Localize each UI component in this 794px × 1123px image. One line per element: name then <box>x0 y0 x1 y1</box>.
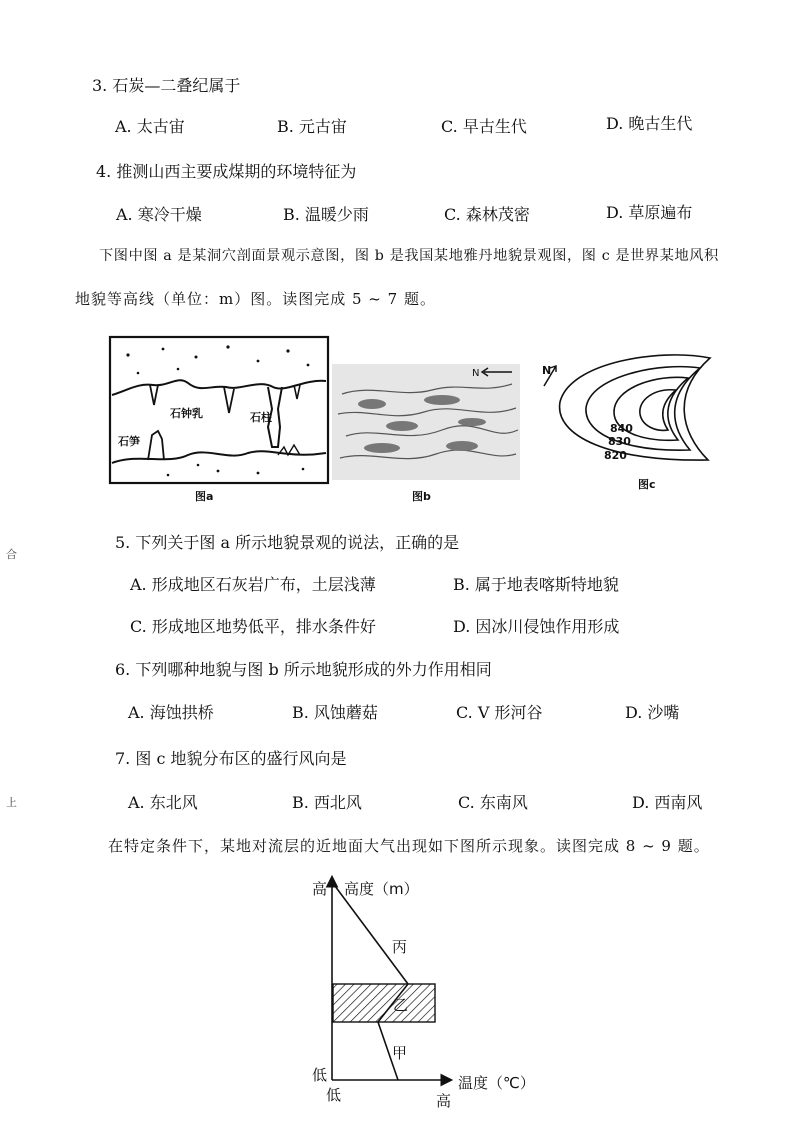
figure-c-north-label: N <box>542 364 552 377</box>
q4-option-b: B. 温暖少雨 <box>283 205 369 224</box>
q6-option-d: D. 沙嘴 <box>625 703 680 722</box>
q7-option-c: C. 东南风 <box>458 793 528 812</box>
question-3-stem: 3. 石炭—二叠纪属于 <box>92 76 241 95</box>
inversion-layer <box>333 984 435 1022</box>
q6-option-c: C. V 形河谷 <box>456 703 543 722</box>
x-axis-high-label: 高 <box>436 1092 452 1110</box>
question-6-stem: 6. 下列哪种地貌与图 b 所示地貌形成的外力作用相同 <box>115 660 492 679</box>
q3-option-a: A. 太古宙 <box>115 117 185 136</box>
y-axis-low-label: 低 <box>312 1066 328 1084</box>
q3-option-b: B. 元古宙 <box>277 117 347 136</box>
question-5-stem: 5. 下列关于图 a 所示地貌景观的说法，正确的是 <box>115 533 460 552</box>
question-4-stem: 4. 推测山西主要成煤期的环境特征为 <box>96 162 357 181</box>
q5-option-b: B. 属于地表喀斯特地貌 <box>453 575 619 594</box>
figure-c-contours <box>540 352 715 470</box>
y-axis-high-label: 高 <box>312 880 328 898</box>
figure-b-yardang-photo <box>332 364 520 480</box>
contour-label-840: 840 <box>610 422 633 435</box>
q7-option-d: D. 西南风 <box>632 793 703 812</box>
margin-mark-2: 上 <box>6 796 17 809</box>
figure-b-north-label: N <box>472 368 480 379</box>
contour-label-830: 830 <box>608 435 631 448</box>
figure-a-caption: 图a <box>195 490 214 503</box>
y-axis-title: 高度（m） <box>344 880 419 898</box>
x-axis-low-label: 低 <box>326 1086 342 1104</box>
figure-c-caption: 图c <box>638 478 656 491</box>
q4-option-a: A. 寒冷干燥 <box>116 205 202 224</box>
inversion-diagram <box>300 868 560 1113</box>
q3-option-c: C. 早古生代 <box>441 117 527 136</box>
intro-5-7-line2: 地貌等高线（单位：m）图。读图完成 5 ~ 7 题。 <box>75 290 436 308</box>
question-7-stem: 7. 图 c 地貌分布区的盛行风向是 <box>115 749 347 768</box>
layer-label-yi: 乙 <box>393 996 409 1014</box>
intro-8-9: 在特定条件下，某地对流层的近地面大气出现如下图所示现象。读图完成 8 ~ 9 题。 <box>108 837 710 855</box>
q5-option-d: D. 因冰川侵蚀作用形成 <box>453 617 620 636</box>
label-stalactite: 石钟乳 <box>170 407 203 420</box>
q7-option-a: A. 东北风 <box>128 793 198 812</box>
figure-a-cave <box>108 335 330 485</box>
q4-option-d: D. 草原遍布 <box>606 203 693 222</box>
label-column: 石柱 <box>250 411 272 424</box>
contour-label-820: 820 <box>604 449 627 462</box>
q5-option-c: C. 形成地区地势低平，排水条件好 <box>130 617 376 636</box>
q6-option-b: B. 风蚀蘑菇 <box>292 703 378 722</box>
label-stalagmite: 石笋 <box>118 435 140 448</box>
q7-option-b: B. 西北风 <box>292 793 362 812</box>
x-axis-title: 温度（℃） <box>458 1074 535 1092</box>
intro-5-7-line1: 下图中图 a 是某洞穴剖面景观示意图，图 b 是我国某地雅丹地貌景观图，图 c 是世界某地风积 <box>99 248 719 264</box>
q4-option-c: C. 森林茂密 <box>444 205 530 224</box>
layer-label-bing: 丙 <box>392 938 408 956</box>
q5-option-a: A. 形成地区石灰岩广布，土层浅薄 <box>130 575 376 594</box>
layer-label-jia: 甲 <box>392 1044 408 1062</box>
q3-option-d: D. 晚古生代 <box>606 114 693 133</box>
margin-mark-1: 合 <box>6 548 17 561</box>
figure-b-caption: 图b <box>412 490 431 503</box>
q6-option-a: A. 海蚀拱桥 <box>128 703 214 722</box>
